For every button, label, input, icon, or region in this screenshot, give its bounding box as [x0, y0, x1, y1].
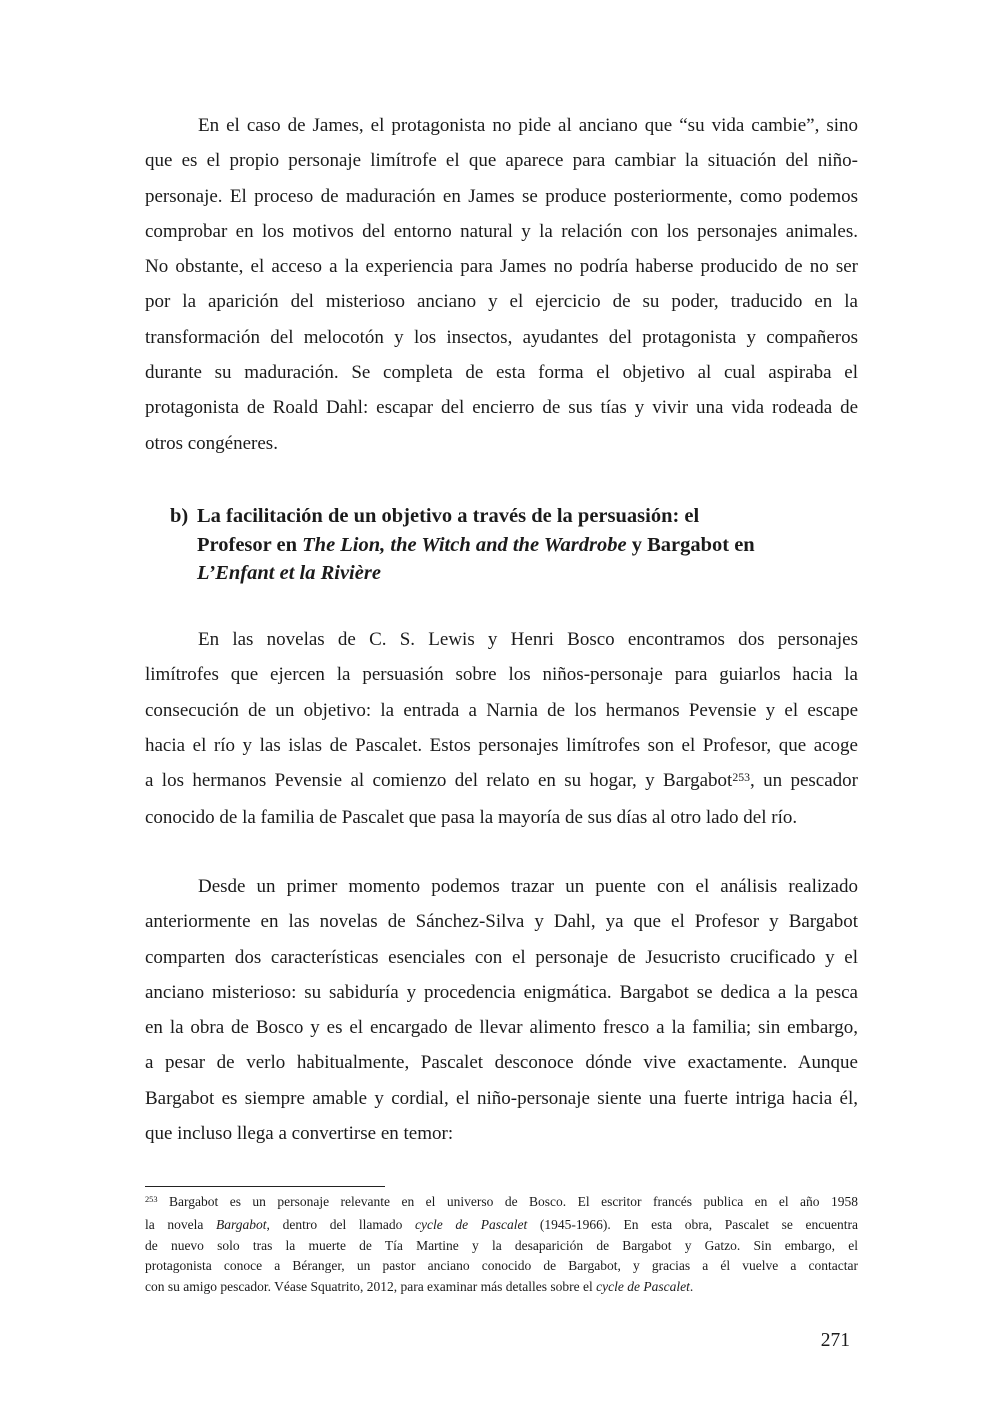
heading-text [197, 502, 858, 588]
footnote-253 [145, 1192, 858, 1298]
text-line: con su amigo pescador. Véase Squatrito, 2012, para examinar más detalles sobre el cycle de Pascalet. [145, 1279, 694, 1295]
text-line: consecución de un objetivo: la entrada a Narnia de los hermanos Pevensie y el escape [145, 699, 858, 721]
text-line: L’Enfant et la Rivière [197, 562, 381, 584]
text-line: a pesar de verlo habitualmente, Pascalet desconoce dónde vive exactamente. Aunque [145, 1052, 858, 1074]
page-number: 271 [820, 1330, 850, 1351]
footnote-reference-superscript: 253 [145, 1194, 158, 1204]
text-line: que incluso llega a convertirse en temor: [145, 1123, 454, 1145]
paragraph-james [145, 108, 858, 461]
text-line: la novela Bargabot, dentro del llamado cycle de Pascalet (1945-1966). En esta obra, Pascalet se encuentra [145, 1216, 859, 1232]
text-line: personaje. El proceso de maduración en James se produce posteriormente, como podemos [145, 185, 858, 207]
text-line: transformación del melocotón y los insectos, ayudantes del protagonista y compañeros [145, 326, 858, 348]
text-line: protagonista de Roald Dahl: escapar del encierro de sus tías y vivir una vida rodeada de [145, 397, 858, 419]
text-line: otros congéneres. [145, 432, 278, 454]
text-line: limítrofes que ejercen la persuasión sobre los niños-personaje para guiarlos hacia la [145, 664, 858, 686]
text-line: La facilitación de un objetivo a través de la persuasión: el [197, 505, 700, 527]
footnote-reference-superscript: 253 [732, 770, 750, 784]
footnote-separator [145, 1186, 385, 1187]
text-line: Desde un primer momento podemos trazar un puente con el análisis realizado [198, 876, 858, 897]
text-line: anciano misterioso: su sabiduría y procedencia enigmática. Bargabot se dedica a la pesca [145, 981, 858, 1003]
text-line: a los hermanos Pevensie al comienzo del relato en su hogar, y Bargabot$^{253}$, un pescador [145, 770, 858, 792]
text-line: $^{253}$ Bargabot es un personaje relevante en el universo de Bosco. El escritor francés publica en el año 1958 [145, 1194, 858, 1209]
text-line: de nuevo solo tras la muerte de Tía Martine y la desaparición de Bargabot y Gatzo. Sin embargo, el [145, 1237, 858, 1253]
text-line: en la obra de Bosco y es el encargado de llevar alimento fresco a la familia; sin embargo, [145, 1017, 858, 1039]
text-line: anteriormente en las novelas de Sánchez-Silva y Dahl, ya que el Profesor y Bargabot [145, 911, 858, 933]
text-line: Bargabot es siempre amable y cordial, el niño-personaje siente una fuerte intriga hacia él, [145, 1087, 858, 1109]
text-line: En el caso de James, el protagonista no pide al anciano que “su vida cambie”, sino [198, 115, 858, 136]
text-line: No obstante, el acceso a la experiencia para James no podría haberse producido de no ser [145, 256, 858, 278]
text-line: hacia el río y las islas de Pascalet. Estos personajes limítrofes son el Profesor, que acoge [145, 734, 858, 756]
text-line: comparten dos características esenciales con el personaje de Jesucristo crucificado y el [145, 946, 858, 968]
section-heading-b [145, 502, 858, 588]
text-line: conocido de la familia de Pascalet que pasa la mayoría de sus días al otro lado del río. [145, 807, 798, 829]
text-line: durante su maduración. Se completa de esta forma el objetivo al cual aspiraba el [145, 362, 858, 384]
text-line: que es el propio personaje limítrofe el que aparece para cambiar la situación del niño- [145, 150, 858, 172]
paragraph-lewis-bosco [145, 622, 858, 836]
text-line: Profesor en The Lion, the Witch and the Wardrobe y Bargabot en [197, 533, 755, 556]
text-line: comprobar en los motivos del entorno natural y la relación con los personajes animales. [145, 220, 858, 242]
text-line: por la aparición del misterioso anciano y el ejercicio de su poder, traducido en la [145, 291, 858, 313]
text-line: protagonista conoce a Béranger, un pastor anciano conocido de Bargabot, y gracias a él vuelve a contactar [145, 1258, 858, 1274]
heading-label: b) [170, 505, 189, 527]
paragraph-comparison [145, 869, 858, 1151]
text-line: En las novelas de C. S. Lewis y Henri Bosco encontramos dos personajes [198, 629, 858, 650]
